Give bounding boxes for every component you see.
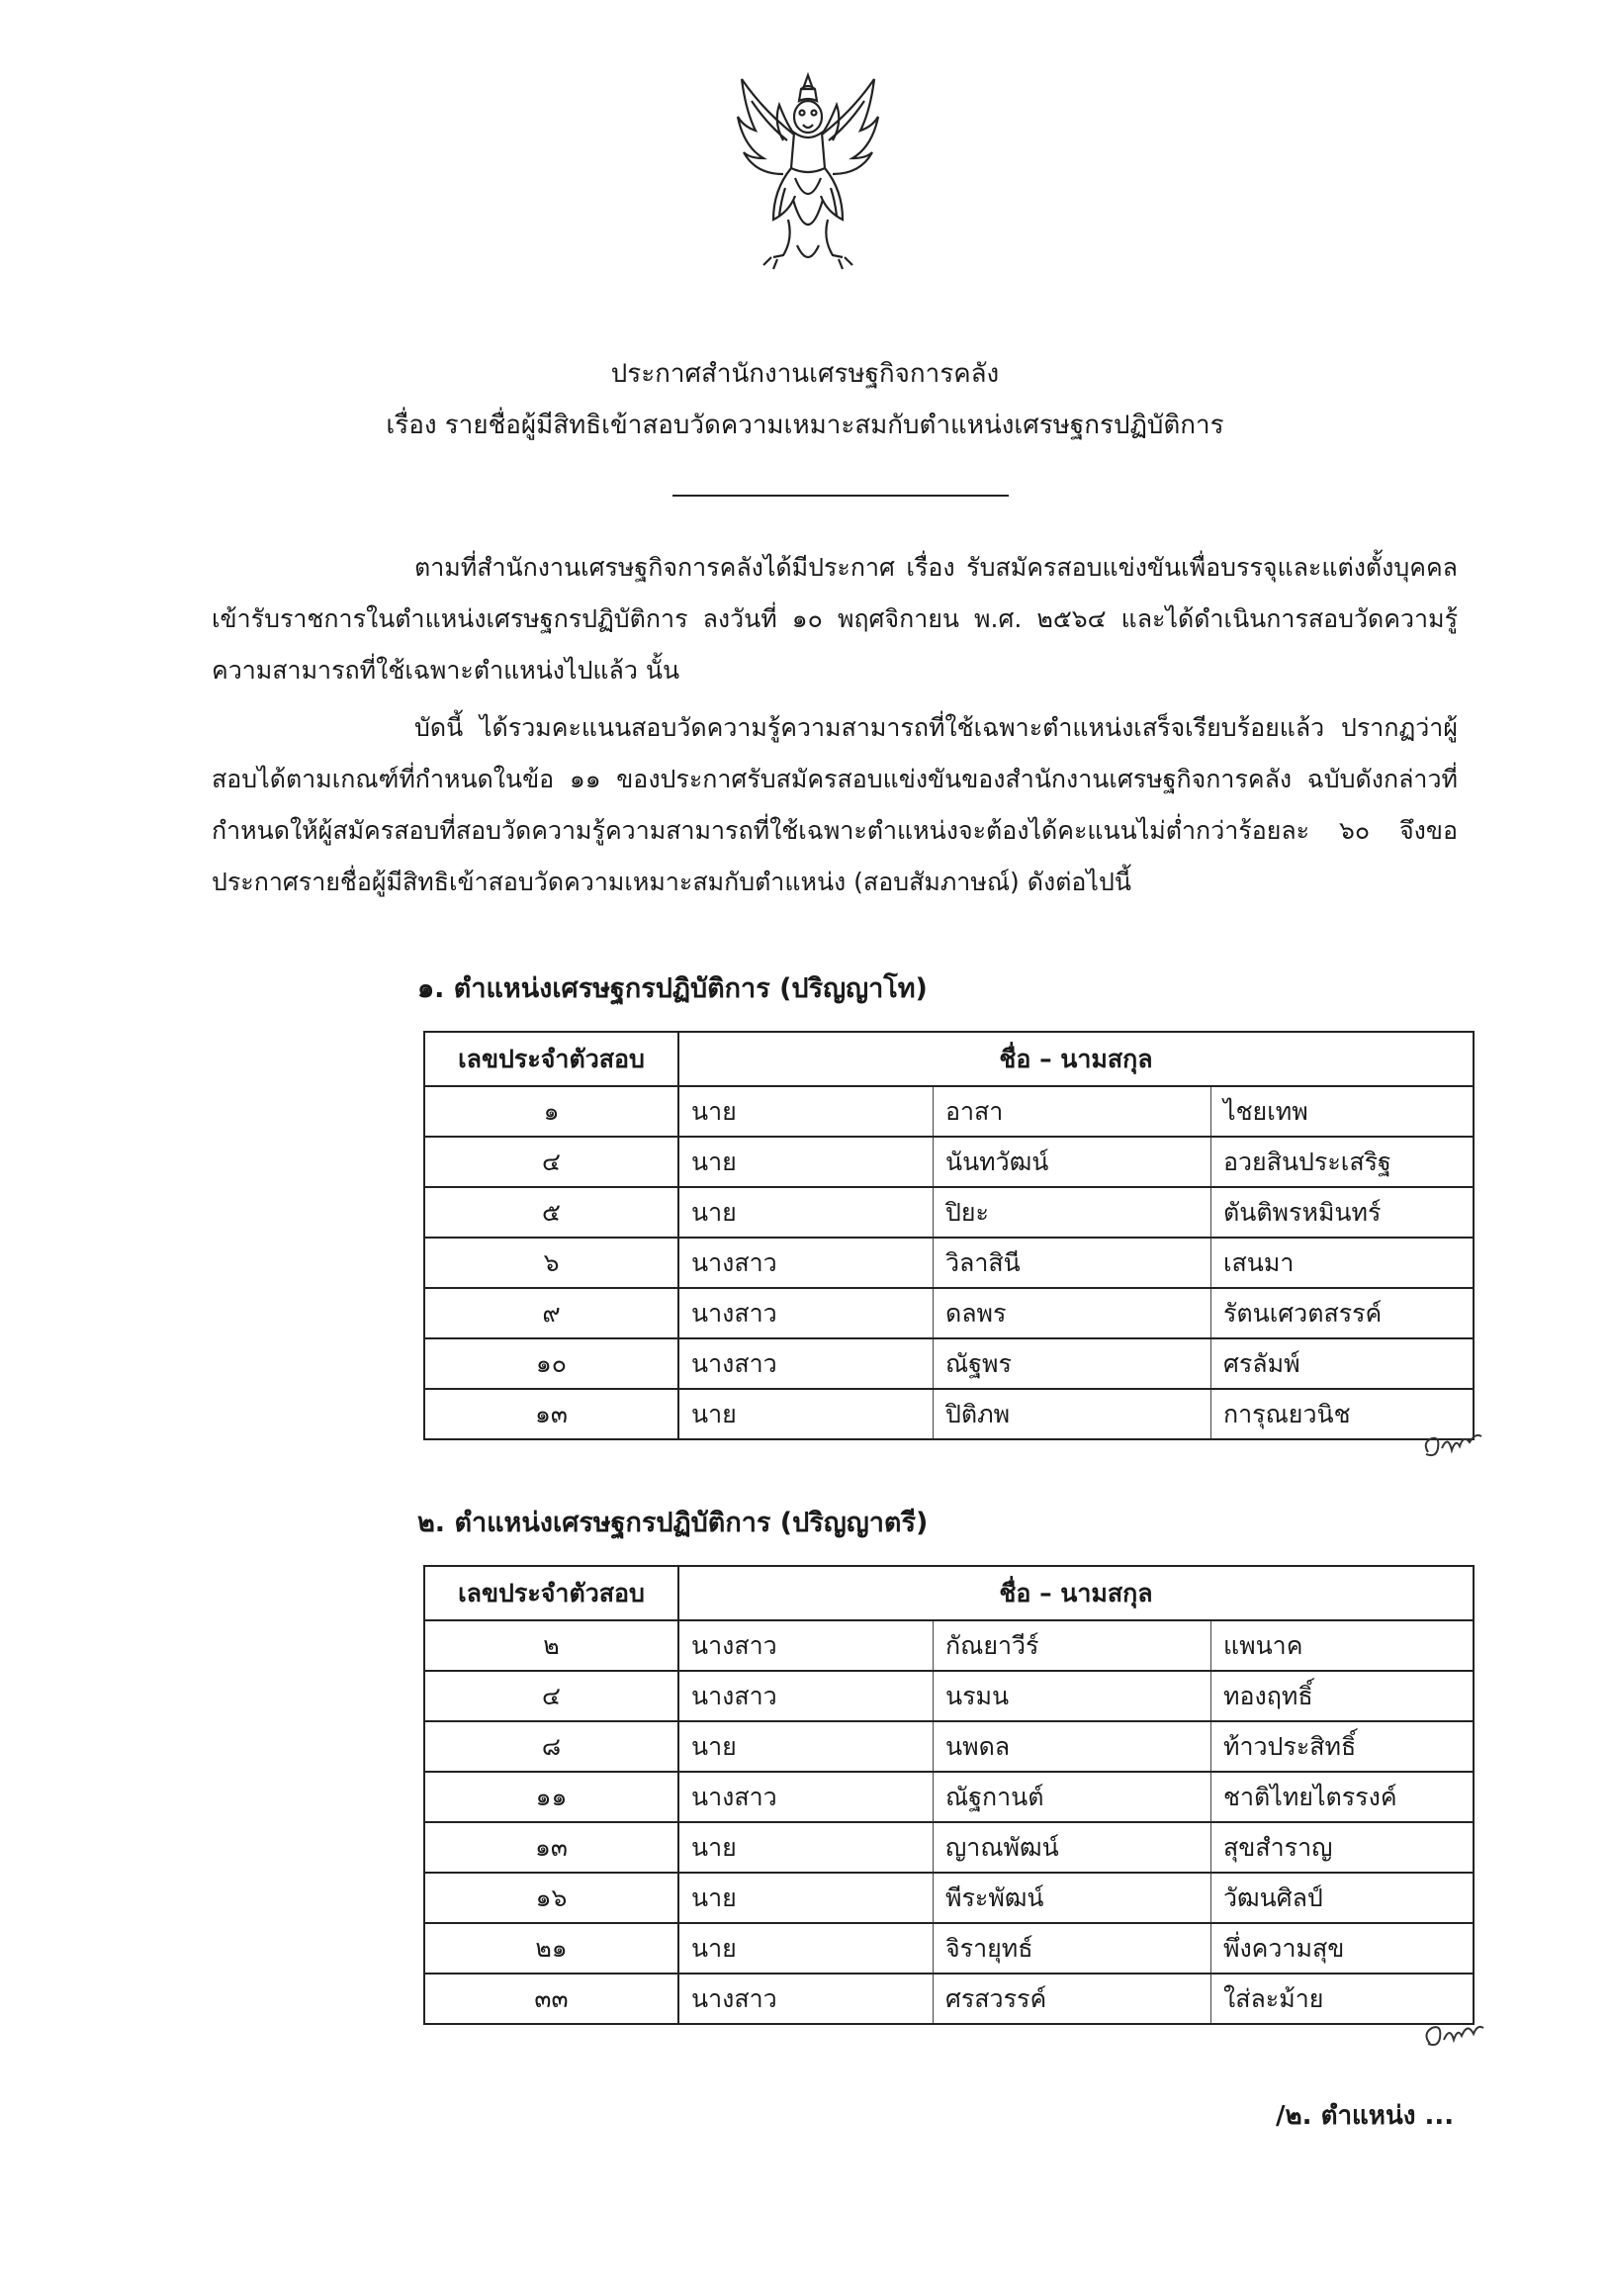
last-name-cell: ชาติไทยไตรรงค์ [1211, 1772, 1475, 1822]
handwritten-initial [1418, 2014, 1487, 2054]
exam-id-cell: ๒ [424, 1620, 678, 1671]
first-name-cell: ณัฐพร [934, 1338, 1211, 1389]
last-name-cell: สุขสำราญ [1211, 1822, 1475, 1873]
first-name-cell: กัณยาวีร์ [934, 1620, 1211, 1671]
exam-id-cell: ๑ [424, 1086, 678, 1137]
body-paragraph-1: ตามที่สำนักงานเศรษฐกิจการคลังได้มีประกาศ เรื่อง รับสมัครสอบแข่งขันเพื่อบรรจุและแต่งตั้งบุคคลเข้ารับราชการในตำแหน่งเศรษฐกรปฏิบัติการ ลงวันที่ ๑๐ พฤศจิกายน พ.ศ. ๒๕๖๔ และได้ดำเนินการสอบวัดความรู้ความสามารถที่ใช้เฉพาะตำแหน่งไปแล้ว นั้น [212, 553, 1458, 685]
table-row [424, 1671, 1474, 1721]
continuation-note: /๒. ตำแหน่ง ... [1276, 2101, 1455, 2131]
last-name-cell: การุณยวนิช [1211, 1389, 1475, 1439]
exam-id-cell: ๑๓ [424, 1389, 678, 1439]
first-name-cell: วิลาสินี [934, 1238, 1211, 1288]
first-name-cell: ปิติภพ [934, 1389, 1211, 1439]
table-row [424, 1620, 1474, 1671]
last-name-cell: รัตนเศวตสรรค์ [1211, 1288, 1475, 1338]
table-row [424, 1389, 1474, 1439]
first-name-cell: ณัฐกานต์ [934, 1772, 1211, 1822]
exam-id-cell: ๙ [424, 1288, 678, 1338]
last-name-cell: ตันติพรหมินทร์ [1211, 1187, 1475, 1238]
table-row [424, 1772, 1474, 1822]
exam-id-cell: ๑๓ [424, 1822, 678, 1873]
exam-id-cell: ๕ [424, 1187, 678, 1238]
table-row [424, 1238, 1474, 1288]
first-name-cell: อาสา [934, 1086, 1211, 1137]
last-name-cell: อวยสินประเสริฐ [1211, 1137, 1475, 1187]
table-header-row [424, 1566, 1474, 1620]
column-header-exam-id: เลขประจำตัวสอบ [424, 1032, 678, 1086]
title-cell: นาย [678, 1721, 934, 1772]
first-name-cell: นันทวัฒน์ [934, 1137, 1211, 1187]
exam-id-cell: ๔ [424, 1137, 678, 1187]
table-header-row [424, 1032, 1474, 1086]
first-name-cell: นรมน [934, 1671, 1211, 1721]
title-cell: นาย [678, 1187, 934, 1238]
table-row [424, 1974, 1474, 2024]
table-row [424, 1086, 1474, 1137]
table-row [424, 1137, 1474, 1187]
title-cell: นาย [678, 1923, 934, 1974]
title-cell: นางสาว [678, 1620, 934, 1671]
handwritten-initial [1418, 1424, 1487, 1464]
exam-id-cell: ๑๐ [424, 1338, 678, 1389]
announcement-subject: เรื่อง รายชื่อผู้มีสิทธิเข้าสอบวัดความเหมาะสมกับตำแหน่งเศรษฐกรปฏิบัติการ [386, 411, 1224, 440]
title-cell: นาย [678, 1086, 934, 1137]
exam-id-cell: ๓๓ [424, 1974, 678, 2024]
column-header-exam-id: เลขประจำตัวสอบ [424, 1566, 678, 1620]
exam-id-cell: ๒๑ [424, 1923, 678, 1974]
last-name-cell: แพนาค [1211, 1620, 1475, 1671]
table-row [424, 1822, 1474, 1873]
first-name-cell: พีระพัฒน์ [934, 1873, 1211, 1923]
exam-id-cell: ๖ [424, 1238, 678, 1288]
candidate-table-masters [423, 1031, 1475, 1440]
first-name-cell: ปิยะ [934, 1187, 1211, 1238]
section-heading-bachelors: ๒. ตำแหน่งเศรษฐกรปฏิบัติการ (ปริญญาตรี) [417, 1508, 929, 1538]
title-cell: นาย [678, 1873, 934, 1923]
column-header-full-name: ชื่อ – นามสกุล [678, 1566, 1474, 1620]
exam-id-cell: ๘ [424, 1721, 678, 1772]
first-name-cell: ญาณพัฒน์ [934, 1822, 1211, 1873]
table-row [424, 1873, 1474, 1923]
title-cell: นางสาว [678, 1772, 934, 1822]
first-name-cell: จิรายุทธ์ [934, 1923, 1211, 1974]
column-header-full-name: ชื่อ – นามสกุล [678, 1032, 1474, 1086]
first-name-cell: ดลพร [934, 1288, 1211, 1338]
title-cell: นาย [678, 1137, 934, 1187]
title-cell: นางสาว [678, 1288, 934, 1338]
first-name-cell: นพดล [934, 1721, 1211, 1772]
first-name-cell: ศรสวรรค์ [934, 1974, 1211, 2024]
candidate-table-bachelors [423, 1565, 1475, 2025]
exam-id-cell: ๑๖ [424, 1873, 678, 1923]
body-paragraph-2: บัดนี้ ได้รวมคะแนนสอบวัดความรู้ความสามารถที่ใช้เฉพาะตำแหน่งเสร็จเรียบร้อยแล้ว ปรากฏว่าผู้สอบได้ตามเกณฑ์ที่กำหนดในข้อ ๑๑ ของประกาศรับสมัครสอบแข่งขันของสำนักงานเศรษฐกิจการคลัง ฉบับดังกล่าวที่กำหนดให้ผู้สมัครสอบที่สอบวัดความรู้ความสามารถที่ใช้เฉพาะตำแหน่งจะต้องได้คะแนนไม่ต่ำกว่าร้อยละ ๖๐ จึงขอประกาศรายชื่อผู้มีสิทธิเข้าสอบวัดความเหมาะสมกับตำแหน่ง (สอบสัมภาษณ์) ดังต่อไปนี้ [212, 713, 1458, 896]
table-row [424, 1187, 1474, 1238]
title-cell: นางสาว [678, 1974, 934, 2024]
table-row [424, 1338, 1474, 1389]
last-name-cell: ไชยเทพ [1211, 1086, 1475, 1137]
title-divider [672, 495, 1009, 497]
table-row [424, 1721, 1474, 1772]
section-heading-masters: ๑. ตำแหน่งเศรษฐกรปฏิบัติการ (ปริญญาโท) [417, 973, 928, 1004]
last-name-cell: พึ่งความสุข [1211, 1923, 1475, 1974]
last-name-cell: ใส่ละม้าย [1211, 1974, 1475, 2024]
garuda-emblem [734, 71, 882, 279]
last-name-cell: ศรลัมพ์ [1211, 1338, 1475, 1389]
exam-id-cell: ๔ [424, 1671, 678, 1721]
title-cell: นางสาว [678, 1671, 934, 1721]
exam-id-cell: ๑๑ [424, 1772, 678, 1822]
last-name-cell: เสนมา [1211, 1238, 1475, 1288]
announcement-title: ประกาศสำนักงานเศรษฐกิจการคลัง [610, 359, 1000, 389]
table-row [424, 1288, 1474, 1338]
last-name-cell: ท้าวประสิทธิ์ [1211, 1721, 1475, 1772]
title-cell: นาย [678, 1822, 934, 1873]
table-row [424, 1923, 1474, 1974]
last-name-cell: วัฒนศิลป์ [1211, 1873, 1475, 1923]
title-cell: นาย [678, 1389, 934, 1439]
title-cell: นางสาว [678, 1238, 934, 1288]
last-name-cell: ทองฤทธิ์ [1211, 1671, 1475, 1721]
title-cell: นางสาว [678, 1338, 934, 1389]
